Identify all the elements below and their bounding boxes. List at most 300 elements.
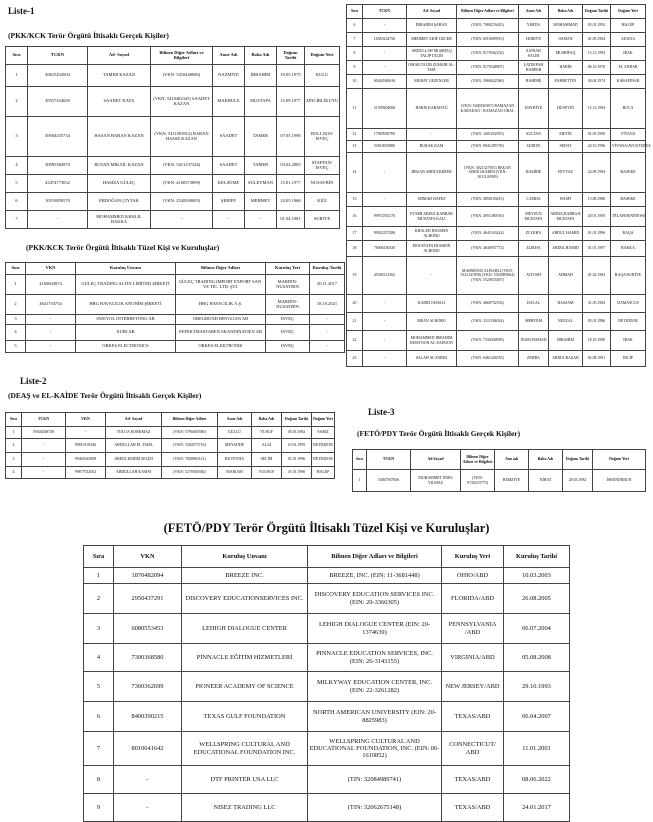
feto-entities-table-wrap bbox=[83, 545, 570, 822]
table-cell: GÜLLÜ bbox=[218, 427, 252, 439]
table-cell: PİNNACLE EĞİTİM HİZMETLERİ bbox=[182, 644, 308, 672]
table-cell: DISCOVERY EDUCATION SERVICES INC. (EIN: 20-3366305) bbox=[308, 584, 442, 614]
table-cell: 15.01.1977 bbox=[277, 175, 305, 193]
table-cell: 99922357286 bbox=[363, 227, 407, 241]
table-cell: 19 bbox=[347, 257, 363, 295]
table-cell: 3 bbox=[6, 315, 26, 325]
table-cell: 01.01.1996 bbox=[583, 227, 611, 241]
table-cell: 22 bbox=[347, 331, 363, 351]
table-cell: MERYEM bbox=[519, 313, 549, 331]
table-cell: RAQA bbox=[611, 227, 646, 241]
table-cell: (VKN: 2520549005) bbox=[151, 193, 213, 211]
table-cell: 53014953880 bbox=[363, 141, 407, 153]
table-cell: 18 bbox=[347, 241, 363, 257]
table-cell: 99972592170 bbox=[363, 207, 407, 227]
table-cell: GÜLEÇ TRADING İMPORT EXPORT SAN. VE TİC. LTD. ŞTİ. bbox=[176, 275, 266, 295]
table-cell: - bbox=[310, 341, 345, 353]
table-cell: - bbox=[151, 211, 213, 229]
table-cell: 06.10.1970 bbox=[583, 61, 611, 75]
table-cell: 4 bbox=[84, 644, 114, 672]
table-cell: İBRAHİM ŞABAN bbox=[407, 19, 457, 33]
table-cell: (VKN: 4160373899) bbox=[151, 175, 213, 193]
column-header: Sıra bbox=[353, 450, 367, 470]
table-cell: MEAN ALHOBO bbox=[407, 313, 457, 331]
table-cell: 15.12.1993 bbox=[583, 47, 611, 61]
table-cell: ALAİ bbox=[252, 439, 282, 453]
table-cell: 11 bbox=[347, 89, 363, 129]
table-cell: LEHIGH DIALOGUE CENTER bbox=[182, 614, 308, 644]
table-cell: 2 bbox=[6, 439, 22, 453]
column-header: Doğum Yeri bbox=[305, 47, 340, 65]
table-cell: SAADET bbox=[213, 117, 245, 157]
table-cell: 3 bbox=[6, 453, 22, 467]
table-cell: TOLGA KORKMAZ bbox=[106, 427, 162, 439]
table-cell: HAYRİYE bbox=[519, 89, 549, 129]
table-row bbox=[6, 87, 340, 117]
column-header: Bilinen Diğer Adları ve Bilgileri bbox=[308, 546, 442, 568]
table-header-row bbox=[353, 450, 646, 470]
table-cell: IRAK bbox=[611, 47, 646, 61]
table-cell: 23 bbox=[347, 351, 363, 367]
table-cell: DEYRİZOR bbox=[312, 453, 335, 467]
table-cell: ADANA bbox=[611, 33, 646, 47]
table-cell: 8010641642 bbox=[114, 732, 182, 766]
table-cell: 9 bbox=[347, 61, 363, 75]
table-cell: KELSÜME bbox=[213, 175, 245, 193]
table-cell: İSKENDERUN bbox=[593, 470, 646, 492]
table-row bbox=[6, 211, 340, 229]
liste2-title: (DEAŞ ve EL-KAİDE Terör Örgütü İltisaklı Gerçek Kişiler) bbox=[8, 391, 202, 400]
table-cell: (VKN: 3960622560) bbox=[457, 75, 519, 89]
table-row bbox=[347, 207, 646, 227]
column-header: Ad- Soyad bbox=[106, 413, 162, 427]
liste2-label: Liste-2 bbox=[20, 376, 47, 386]
table-row bbox=[84, 644, 570, 672]
table-cell: 49615432004 bbox=[28, 65, 88, 87]
table-cell: 6 bbox=[6, 193, 28, 211]
table-cell: AIYOSH bbox=[519, 257, 549, 295]
table-cell: BOLLNOS/İSVEÇ bbox=[305, 117, 340, 157]
table-cell: SARIZ bbox=[312, 427, 335, 439]
table-cell: (VKN: 6910009915) bbox=[457, 33, 519, 47]
table-cell: SURİYE bbox=[305, 211, 340, 229]
table-row bbox=[6, 315, 345, 325]
table-cell: 1870482094 bbox=[114, 568, 182, 584]
table-row bbox=[347, 351, 646, 367]
table-cell: (VKN: 9730210775) bbox=[461, 470, 495, 492]
table-cell: (VKN: 5410440080) bbox=[151, 65, 213, 87]
table-cell: TAMER bbox=[245, 117, 277, 157]
table-cell: 15 bbox=[347, 193, 363, 207]
table-cell: 29.10.1993 bbox=[504, 672, 570, 702]
table-cell: ERDOĞAN ÇİYTAK bbox=[88, 193, 151, 211]
table-cell: 3 bbox=[84, 614, 114, 644]
table-cell: (VKN: 8941285739) bbox=[457, 141, 519, 153]
table-cell: - bbox=[26, 341, 76, 353]
table-row bbox=[6, 427, 335, 439]
table-row bbox=[84, 766, 570, 794]
table-cell: - bbox=[26, 325, 76, 341]
table-cell: 6 bbox=[84, 702, 114, 732]
table-cell: YERDA bbox=[519, 19, 549, 33]
table-cell: NİHAT bbox=[529, 470, 563, 492]
table-row bbox=[347, 257, 646, 295]
table-header-row bbox=[6, 413, 335, 427]
table-cell: KİĞI bbox=[305, 193, 340, 211]
table-cell: 01.01.1997 bbox=[583, 241, 611, 257]
column-header: Sıra bbox=[6, 263, 26, 275]
liste1-persons-table-wrap bbox=[5, 46, 340, 229]
table-cell: 49537434650 bbox=[28, 87, 88, 117]
table-cell: YOUSUF bbox=[252, 467, 282, 479]
table-row bbox=[347, 141, 646, 153]
liste3-table-wrap bbox=[352, 449, 646, 492]
table-cell: 17 bbox=[347, 227, 363, 241]
table-cell: - bbox=[66, 427, 106, 439]
table-cell: (VKN: 8170562252) bbox=[457, 47, 519, 61]
table-row bbox=[6, 175, 340, 193]
table-cell: BUCA bbox=[611, 89, 646, 129]
table-cell: TEXAS/ABD bbox=[442, 702, 504, 732]
table-cell: FEVVAZ bbox=[549, 153, 583, 193]
column-header: VKN bbox=[114, 546, 182, 568]
table-cell: 01.05.1964 bbox=[583, 33, 611, 47]
table-cell: 2 bbox=[6, 295, 26, 315]
column-header: Baba Adı bbox=[252, 413, 282, 427]
table-row bbox=[347, 331, 646, 351]
table-cell: MEHMET bbox=[245, 193, 277, 211]
table-cell: 20.11.2017 bbox=[310, 275, 345, 295]
table-cell: 21599204068 bbox=[363, 89, 407, 129]
table-cell: 7300368580 bbox=[114, 644, 182, 672]
table-cell: 10.03.2003 bbox=[504, 568, 570, 584]
table-cell: BREEZE, INC. (EIN: 11-3681448) bbox=[308, 568, 442, 584]
table-cell: BASSAM bbox=[549, 295, 583, 313]
column-header: Bilinen Diğer Adları ve Bilgileri bbox=[151, 47, 213, 65]
table-cell: AHMAD bbox=[549, 257, 583, 295]
table-cell: 9 bbox=[84, 794, 114, 822]
table-cell: - bbox=[407, 129, 457, 141]
table-cell: - bbox=[363, 19, 407, 33]
table-cell: SEDAT bbox=[549, 141, 583, 153]
table-cell: DEYRİZOR bbox=[312, 439, 335, 453]
column-header: Anne Adı bbox=[218, 413, 252, 427]
table-cell: ZEHRA bbox=[519, 351, 549, 367]
table-cell: 24.01.2017 bbox=[504, 794, 570, 822]
table-cell: 8 bbox=[347, 47, 363, 61]
table-cell: 10 bbox=[347, 75, 363, 89]
table-row bbox=[6, 65, 340, 87]
liste1-cont-table bbox=[346, 4, 651, 367]
table-cell: HRG HAVACILIK A.Ş. bbox=[176, 295, 266, 315]
liste1-label: Liste-1 bbox=[8, 6, 35, 16]
table-cell: KADRI JAMALI bbox=[407, 295, 457, 313]
table-cell: - bbox=[114, 794, 182, 822]
table-cell: (VKN: 4850103615) bbox=[457, 193, 519, 207]
table-cell: MEHMET AKİF ÖZCEB bbox=[407, 33, 457, 47]
table-row bbox=[84, 672, 570, 702]
table-cell: 15.09.1977 bbox=[277, 87, 305, 117]
column-header: Ad- Soyad bbox=[407, 5, 457, 19]
table-row bbox=[84, 614, 570, 644]
table-cell: 06.04.2007 bbox=[504, 702, 570, 732]
table-cell: HAMİDE bbox=[519, 153, 549, 193]
column-header: Sıra bbox=[84, 546, 114, 568]
feto-entities-title: (FETÖ/PDY Terör Örgütü İltisaklı Tüzel Kişi ve Kuruluşlar) bbox=[163, 521, 490, 535]
table-cell: REKAN ABDULKERİM bbox=[407, 153, 457, 193]
table-row bbox=[6, 193, 340, 211]
table-cell: 08.06.2022 bbox=[504, 766, 570, 794]
table-cell: OREGRUND BRYGGAN AB bbox=[176, 315, 266, 325]
table-cell: İBRAHİM bbox=[549, 331, 583, 351]
table-cell: SURİYE bbox=[519, 141, 549, 153]
table-cell: 8 bbox=[84, 766, 114, 794]
table-cell: ABDULLAH EL TAHA bbox=[106, 439, 162, 453]
table-cell: 16565234756 bbox=[363, 33, 407, 47]
table-cell: WASFİ bbox=[549, 193, 583, 207]
table-cell: - bbox=[310, 325, 345, 341]
table-cell: MAKBULE bbox=[213, 87, 245, 117]
table-cell: WELLSPRING CULTURAL AND EDUCATIONAL FOUNDATION, INC. (EIN: 06-1610852) bbox=[308, 732, 442, 766]
table-cell: 7 bbox=[347, 33, 363, 47]
table-cell: ZLIKHA bbox=[519, 241, 549, 257]
column-header: VKN bbox=[26, 263, 76, 275]
table-row bbox=[6, 453, 335, 467]
table-cell: 10.01.1995 bbox=[282, 439, 312, 453]
table-cell: FAHRETTİN bbox=[549, 75, 583, 89]
table-cell: (VKN: 3311184034) bbox=[457, 313, 519, 331]
table-cell: 5 bbox=[6, 175, 28, 193]
table-cell: 21 bbox=[347, 313, 363, 331]
column-header: Doğum Yeri bbox=[593, 450, 646, 470]
table-cell: ZİNCİRLİKUYU bbox=[305, 87, 340, 117]
table-cell: MOHAMMAD bbox=[549, 19, 583, 33]
table-cell: (VKN: 3302073716) bbox=[162, 439, 218, 453]
column-header: Bilinen Diğer Adları bbox=[176, 263, 266, 275]
column-header: Doğum Yeri bbox=[312, 413, 335, 427]
table-cell: NEZZAL bbox=[549, 313, 583, 331]
table-cell: HABİB bbox=[549, 61, 583, 75]
table-cell: TAMER KAZAN bbox=[88, 65, 151, 87]
table-cell: MUSRİFAQ bbox=[549, 47, 583, 61]
table-cell: (VKN: 4951380550) bbox=[457, 207, 519, 227]
table-cell: VİYANA bbox=[611, 129, 646, 141]
table-cell: (TIN: 32062675148) bbox=[308, 794, 442, 822]
table-cell: (VKN: 4660752554) bbox=[457, 295, 519, 313]
table-cell: METİN bbox=[549, 129, 583, 141]
table-cell: HASEKE bbox=[611, 153, 646, 193]
table-cell: 76006136330 bbox=[363, 241, 407, 257]
table-cell: FLORIDA/ABD bbox=[442, 584, 504, 614]
table-cell: EFFEKTMASTAREN SKANDINAVIEN AB bbox=[176, 325, 266, 341]
table-cell: 49504435734 bbox=[28, 117, 88, 157]
table-cell: 31.01.1990 bbox=[282, 467, 312, 479]
table-cell: 4 bbox=[6, 325, 26, 341]
table-cell: 60442940616 bbox=[363, 75, 407, 89]
table-cell: (VKN: 5411093912) BARAN HASSE KAZAN bbox=[151, 117, 213, 157]
table-cell: MEYADDE bbox=[218, 439, 252, 453]
table-cell: HALEP bbox=[611, 19, 646, 33]
table-cell: - bbox=[22, 439, 66, 453]
table-cell: BOTAN MİKAİL KAZAN bbox=[88, 157, 151, 175]
table-cell: STAFFAN/İSVEÇ bbox=[305, 157, 340, 175]
table-cell: SULTAN bbox=[519, 129, 549, 141]
table-cell: (VKN: 7600863121) bbox=[162, 453, 218, 467]
column-header: Bilinen Diğer Adları ve Bilgileri bbox=[461, 450, 495, 470]
table-cell: 05.01.1986 bbox=[583, 313, 611, 331]
table-cell: HALEP bbox=[312, 467, 335, 479]
table-row bbox=[6, 295, 345, 315]
table-cell: - bbox=[28, 211, 88, 229]
table-cell: 99677012652 bbox=[66, 467, 106, 479]
table-cell: ABDULRAZAK bbox=[549, 351, 583, 367]
column-header: Ad- Soyad bbox=[88, 47, 151, 65]
table-cell: KHALED HUSSEIN ALHOBO bbox=[407, 227, 457, 241]
table-row bbox=[6, 117, 340, 157]
table-cell: SÜLEYMAN bbox=[245, 175, 277, 193]
table-cell: ORKES ELEKTRONİK bbox=[176, 341, 266, 353]
table-cell: 8400390215 bbox=[114, 702, 182, 732]
column-header: Kuruluş Unvanı bbox=[182, 546, 308, 568]
table-header-row bbox=[6, 47, 340, 65]
table-cell: - bbox=[363, 313, 407, 331]
table-cell: 1 bbox=[6, 275, 26, 295]
table-cell: MARDİN-NUSAYBİN bbox=[266, 275, 310, 295]
table-cell: 3 bbox=[6, 117, 28, 157]
column-header: Sıra bbox=[6, 413, 22, 427]
table-cell: ABDULHAMID bbox=[549, 241, 583, 257]
table-cell: BURAK KAM bbox=[407, 141, 457, 153]
table-cell: (VKN: 5411237226) bbox=[151, 157, 213, 175]
table-cell: 5 bbox=[84, 672, 114, 702]
liste1-persons-title: (PKK/KCK Terör Örgütü İltisaklı Gerçek Kişiler) bbox=[8, 31, 169, 40]
table-cell: ZLYKHA bbox=[519, 227, 549, 241]
column-header: Sıra bbox=[6, 47, 28, 65]
table-cell: MURAT GEZENLER bbox=[407, 75, 457, 89]
table-cell: 19.05.1975 bbox=[277, 65, 305, 87]
column-header: Kuruluş Tarihi bbox=[504, 546, 570, 568]
table-cell: - bbox=[310, 315, 345, 325]
column-header: Baba Adı bbox=[549, 5, 583, 19]
table-cell: 16 bbox=[347, 207, 363, 227]
table-row bbox=[347, 33, 646, 47]
column-header: Ad Soyad bbox=[411, 450, 461, 470]
table-cell: 12 bbox=[347, 129, 363, 141]
column-header: Anne Adı bbox=[213, 47, 245, 65]
table-row bbox=[6, 341, 345, 353]
liste1-entities-table bbox=[5, 262, 345, 353]
table-cell: TELAFER/NINEWA bbox=[611, 207, 646, 227]
table-cell: EYSER ABDULKABBAR MUSTAFA KALI bbox=[407, 207, 457, 227]
table-cell: 6 bbox=[347, 19, 363, 33]
table-cell: AHMAD HAFEZ bbox=[407, 193, 457, 207]
table-cell: 7 bbox=[6, 211, 28, 229]
column-header: Doğum Tarihi bbox=[282, 413, 312, 427]
table-cell: LATEEFAH HABEEB bbox=[519, 61, 549, 75]
table-cell: 01.01.1996 bbox=[282, 453, 312, 467]
column-header: Bilinen Diğer Adları ve Bilgileri bbox=[457, 5, 519, 19]
table-row bbox=[6, 157, 340, 175]
table-cell: EL ANBAR bbox=[611, 61, 646, 75]
table-cell: 14 bbox=[347, 153, 363, 193]
table-cell: REMZİYE bbox=[495, 470, 529, 492]
table-cell: HORİYE bbox=[519, 33, 549, 47]
table-cell: MOUSTAFA HUSSEIN ALHOBO bbox=[407, 241, 457, 257]
column-header: TCKN bbox=[363, 5, 407, 19]
table-cell: 2950437291 bbox=[114, 584, 182, 614]
table-cell: RUVEYHA bbox=[218, 453, 252, 467]
table-cell: 99810139246 bbox=[66, 439, 106, 453]
table-cell: 99461643858 bbox=[66, 453, 106, 467]
table-cell: İSVEÇ bbox=[266, 341, 310, 353]
table-cell: SAADET KAYA bbox=[88, 87, 151, 117]
table-cell: - bbox=[363, 351, 407, 367]
table-cell: HASEKE bbox=[611, 193, 646, 207]
feto-entities-table bbox=[83, 545, 570, 822]
table-cell: SALAH AL FARES bbox=[407, 351, 457, 367]
table-cell: (VKN: 5400330307) RAMAZAN KARADAĞ / RAMAZAN ORAL bbox=[457, 89, 519, 129]
column-header: Anne Adı bbox=[519, 5, 549, 19]
table-cell: ABDULLAH KASIM bbox=[106, 467, 162, 479]
table-row bbox=[84, 568, 570, 584]
table-row bbox=[84, 794, 570, 822]
table-cell: 06.07.2004 bbox=[504, 614, 570, 644]
table-cell: DTF PRINTER USA LLC bbox=[182, 766, 308, 794]
table-cell: 01.05.1990 bbox=[583, 129, 611, 141]
table-cell: DAMASCUS bbox=[611, 295, 646, 313]
table-cell: HRG HAVACILIK ANONİM ŞİRKETİ bbox=[76, 295, 176, 315]
table-cell: 33847567836 bbox=[367, 470, 411, 492]
table-cell: MAHMOUD ALWAHLI (VKN: 5521141858) (VKN: 5520085064) (VKN: 5520674407) bbox=[457, 257, 519, 295]
table-cell: NAZMİYE bbox=[213, 65, 245, 87]
table-cell: İBRAHİM bbox=[245, 65, 277, 87]
table-cell: 45304112362 bbox=[363, 257, 407, 295]
table-row bbox=[6, 275, 345, 295]
table-cell: RAQA/SURİYE bbox=[611, 257, 646, 295]
table-cell: BREEZE INC. bbox=[182, 568, 308, 584]
table-row bbox=[84, 702, 570, 732]
table-cell: 2 bbox=[84, 584, 114, 614]
column-header: Kuruluş Unvanı bbox=[76, 263, 176, 275]
table-cell: GÜLEÇ TRADING ALTIN LİMİTED ŞİRKETİ bbox=[76, 275, 176, 295]
column-header: Kuruluş Yeri bbox=[442, 546, 504, 568]
table-cell: ABDULKERİM SELİM bbox=[106, 453, 162, 467]
table-cell: OHIO/ABD bbox=[442, 568, 504, 584]
table-cell: 20 bbox=[347, 295, 363, 313]
table-cell: - bbox=[213, 211, 245, 229]
table-cell: - bbox=[22, 453, 66, 467]
table-cell: MUSTAFA bbox=[245, 87, 277, 117]
table-cell: 28.03.1982 bbox=[563, 470, 593, 492]
table-cell: - bbox=[363, 295, 407, 313]
table-cell: - bbox=[245, 211, 277, 229]
table-cell: ABDULKABBA R MUSTAFA bbox=[549, 207, 583, 227]
table-cell: SELİM bbox=[252, 453, 282, 467]
table-cell: (VKN: 7980276425) bbox=[457, 19, 519, 33]
table-cell: - bbox=[363, 331, 407, 351]
table-cell: 43474773032 bbox=[28, 175, 88, 193]
table-row bbox=[347, 153, 646, 193]
table-cell: 02.08.1991 bbox=[583, 351, 611, 367]
table-row bbox=[347, 295, 646, 313]
table-cell: - bbox=[363, 193, 407, 207]
table-cell: 24.09.1984 bbox=[583, 153, 611, 193]
column-header: TCKN bbox=[22, 413, 66, 427]
table-cell: 24.10.1996 bbox=[583, 141, 611, 153]
table-cell: (VKN: 7330340005) bbox=[457, 331, 519, 351]
table-row bbox=[347, 89, 646, 129]
table-cell: LAMHA bbox=[519, 193, 549, 207]
